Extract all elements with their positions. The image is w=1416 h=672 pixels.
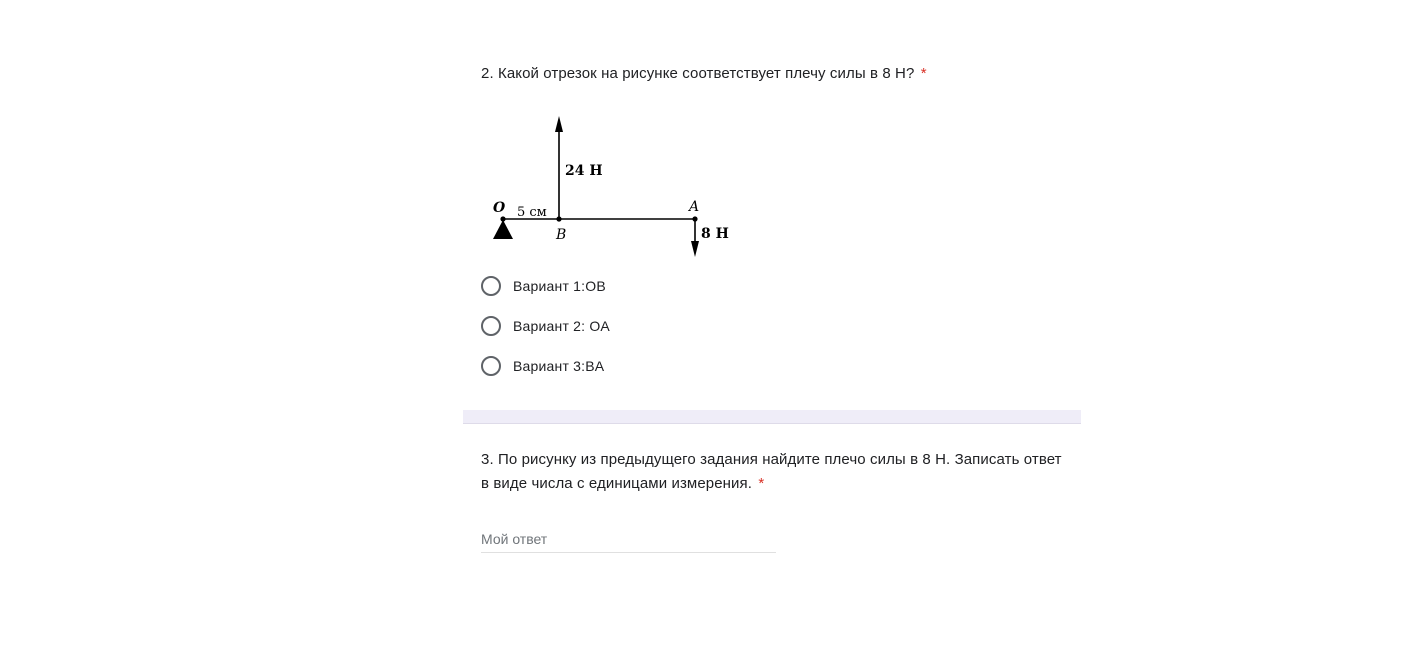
- force-down-arrowhead: [691, 241, 699, 257]
- option-label: Вариант 2: OA: [513, 318, 610, 334]
- card-separator: [463, 410, 1081, 424]
- radio-button[interactable]: [481, 316, 501, 336]
- pivot-triangle: [493, 220, 513, 239]
- question-card-3: [463, 424, 1081, 584]
- label-a: A: [689, 199, 700, 215]
- option-2[interactable]: [481, 315, 610, 337]
- label-o: O: [493, 200, 506, 216]
- question-text: 3. По рисунку из предыдущего задания найдите плечо силы в 8 Н. Записать ответ в виде числа с единицами измерения.: [481, 451, 1062, 492]
- question-text: 2. Какой отрезок на рисунке соответствует плечу силы в 8 Н?: [481, 65, 915, 82]
- label-b: B: [556, 227, 567, 243]
- required-asterisk: *: [758, 475, 765, 492]
- radio-button[interactable]: [481, 356, 501, 376]
- required-asterisk: *: [920, 65, 927, 82]
- option-label: Вариант 1:OB: [513, 278, 606, 294]
- label-distance: 5 см: [517, 205, 547, 220]
- label-force-up: 24 Н: [565, 163, 603, 179]
- question-title: [481, 448, 1071, 496]
- option-3[interactable]: [481, 355, 604, 377]
- option-1[interactable]: [481, 275, 606, 297]
- question-title: [481, 62, 1061, 86]
- force-up-arrowhead: [555, 116, 563, 132]
- option-label: Вариант 3:BA: [513, 358, 605, 374]
- label-force-down: 8 Н: [701, 226, 729, 242]
- point-a: [692, 216, 697, 221]
- lever-diagram: [481, 114, 741, 264]
- radio-button[interactable]: [481, 276, 501, 296]
- question-card-2: [463, 40, 1081, 410]
- point-b: [556, 216, 561, 221]
- answer-input[interactable]: [481, 526, 776, 553]
